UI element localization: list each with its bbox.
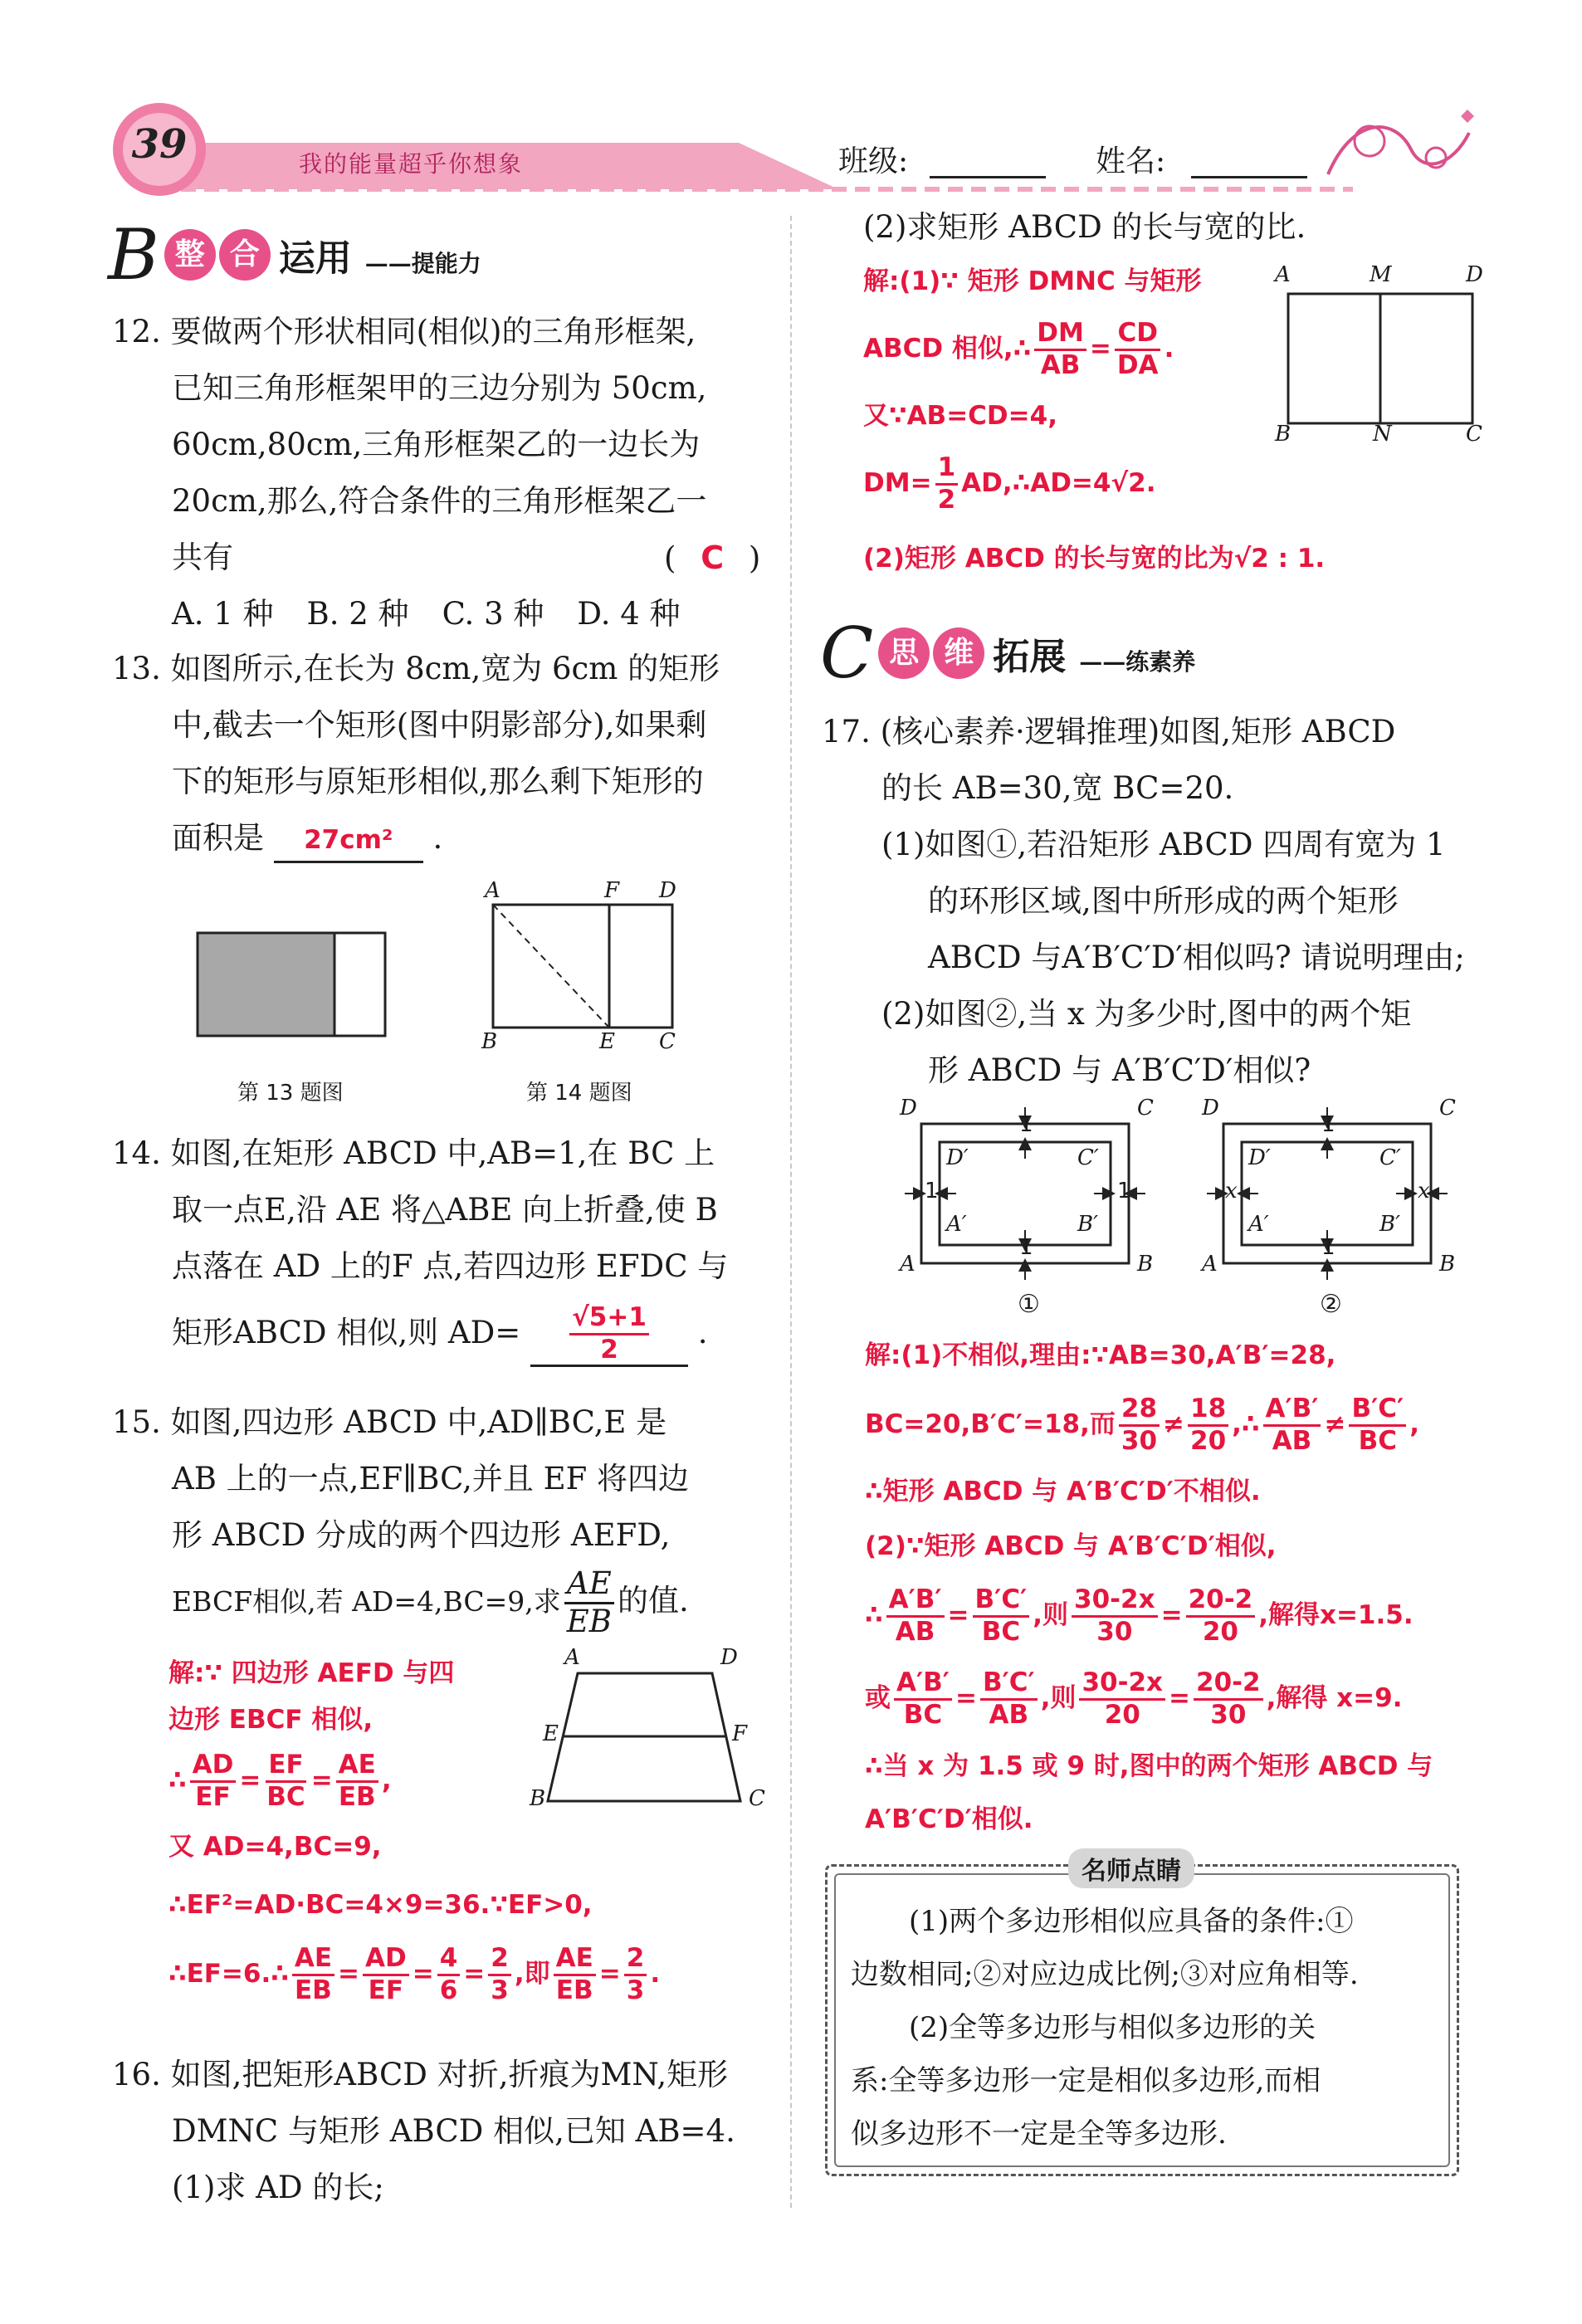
q12-paren-close: )	[748, 540, 761, 576]
page-header	[108, 100, 1519, 199]
q17-sol-line6	[865, 1657, 1545, 1740]
q15-label-d: D	[720, 1645, 738, 1670]
q17-s2-f4d: BC	[1358, 1426, 1398, 1456]
question-13	[112, 641, 776, 867]
q17-s5-f2d: BC	[981, 1617, 1021, 1647]
q15-s6-f6n: 2	[624, 1944, 647, 1976]
q15-last-suffix: 的值.	[617, 1583, 689, 1618]
q14-label-d: D	[659, 878, 676, 903]
q15-s3-post: ,	[381, 1765, 392, 1795]
q13-last-suffix: .	[432, 820, 443, 856]
q17-line: 形 ABCD 与 A′B′C′D′相似?	[928, 1052, 1311, 1088]
section-c-subtitle: ——练素养	[1079, 648, 1196, 676]
q15-s6-f1d: EB	[295, 1975, 332, 2005]
q15-s6-f1n: AE	[292, 1944, 334, 1976]
q14-line: 14. 如图,在矩形 ABCD 中,AB=1,在 BC 上	[112, 1135, 715, 1171]
q17-f2-label-c: C	[1439, 1096, 1456, 1120]
q17-fig2-caption: ②	[1320, 1290, 1342, 1319]
question-15	[112, 1394, 776, 1640]
q17-s5-eq2: =	[1160, 1600, 1183, 1630]
q15-label-a: A	[564, 1645, 580, 1670]
q17-s5-mid: ,则	[1033, 1600, 1069, 1630]
q17-s5-eq1: =	[947, 1600, 969, 1630]
q17-s6-f4d: 30	[1210, 1700, 1247, 1730]
q16-s2-post: .	[1164, 334, 1174, 364]
section-c-title: 拓展	[993, 636, 1067, 678]
q17-sol-line1: 解:(1)不相似,理由:∵AB=30,A′B′=28,	[865, 1340, 1336, 1370]
q17-f2-left-label: x	[1225, 1179, 1238, 1204]
tip-line: (2)全等多边形与相似多边形的关	[909, 2011, 1316, 2044]
q13-answer-blank[interactable]	[274, 818, 423, 863]
q15-line: 形 ABCD 分成的两个四边形 AEFD,	[172, 1517, 671, 1553]
q15-s6-eq4: =	[598, 1959, 621, 1989]
q17-line: (1)如图①,若沿矩形 ABCD 四周有宽为 1	[881, 827, 1446, 862]
q15-last-prefix: EBCF相似,若 AD=4,BC=9,求	[172, 1585, 561, 1618]
q14-label-e: E	[599, 1029, 615, 1054]
tip-line: 似多边形不一定是全等多边形.	[851, 2117, 1227, 2151]
q17-s6-eq1: =	[955, 1683, 977, 1713]
q14-label-f: F	[604, 878, 620, 903]
q15-s3-f3d: EB	[338, 1782, 376, 1812]
q17-s2-f3d: AB	[1272, 1426, 1312, 1456]
q15-s6-f2d: EF	[368, 1975, 404, 2005]
q15-label-b: B	[530, 1786, 546, 1811]
q13-answer: 27cm²	[304, 825, 393, 855]
q12-line: 60cm,80cm,三角形框架乙的一边长为	[172, 427, 701, 462]
q16-s2-eq1: =	[1089, 334, 1111, 364]
q12-answer[interactable]: C	[701, 540, 725, 576]
q15-sol-line6	[168, 1934, 766, 2014]
q17-s2-f1d: 30	[1121, 1426, 1158, 1456]
q17-f2-label-b: B	[1439, 1252, 1456, 1277]
q15-s3-eq1: =	[239, 1765, 261, 1795]
q16-s4-pre: DM=	[863, 468, 932, 498]
q17-s5-post: ,解得x=1.5.	[1258, 1600, 1414, 1630]
q17-f2-top-label: 1	[1321, 1112, 1335, 1137]
section-b-subtitle: ——提能力	[364, 250, 481, 277]
q17-s5-f3n: 30-2x	[1072, 1585, 1158, 1618]
q17-f1-label-d: D	[900, 1096, 917, 1120]
q12-option-b[interactable]: B. 2 种	[306, 596, 409, 632]
q17-f1-label-c: C	[1137, 1096, 1154, 1120]
q16-part2: (2)求矩形 ABCD 的长与宽的比.	[863, 209, 1306, 245]
q15-s6-f5n: AE	[554, 1944, 596, 1976]
tip-line: 边数相同;②对应边成比例;③对应角相等.	[851, 1958, 1359, 1991]
q17-f2-bottom-label: 1	[1321, 1235, 1335, 1260]
q14-caption: 第 14 题图	[526, 1081, 632, 1106]
q15-sol-line3	[168, 1743, 766, 1818]
q13-last-prefix: 面积是	[172, 820, 264, 856]
section-c-heading	[820, 613, 1196, 694]
tip-title: 名师点睛	[1068, 1848, 1194, 1888]
q16-sol-line3: 又∵AB=CD=4,	[863, 401, 1057, 431]
q16-s2-f1n: DM	[1034, 319, 1086, 351]
q16-label-c: C	[1466, 422, 1482, 447]
q16-figure	[1287, 282, 1486, 432]
q15-s6-pre: ∴EF=6.∴	[168, 1959, 289, 1989]
q15-solution	[168, 1650, 766, 2014]
q17-f2-label-b2: B′	[1379, 1212, 1401, 1237]
q17-f2-label-a2: A′	[1248, 1212, 1269, 1237]
q17-s2-neq2: ≠	[1324, 1409, 1346, 1439]
q16-sol-line4	[863, 443, 1278, 523]
q14-last-suffix: .	[697, 1315, 708, 1350]
q16-sol-line2	[863, 309, 1278, 388]
question-12	[112, 304, 776, 642]
section-b-title: 运用	[278, 237, 352, 280]
q15-s3-f1n: AD	[190, 1750, 237, 1783]
q17-s6-eq2: =	[1169, 1683, 1191, 1713]
q17-f1-label-c2: C′	[1077, 1145, 1099, 1170]
q17-s6-f2n: B′C′	[980, 1668, 1038, 1701]
q17-s6-f2d: AB	[989, 1700, 1029, 1730]
q16-line: DMNC 与矩形 ABCD 相似,已知 AB=4.	[172, 2113, 735, 2149]
q13-line: 下的矩形与原矩形相似,那么剩下矩形的	[172, 764, 704, 799]
q17-s5-f2n: B′C′	[973, 1585, 1030, 1618]
q15-s6-f3n: 4	[437, 1944, 461, 1976]
q17-s2-mid: ,∴	[1232, 1409, 1260, 1439]
q16-s4-fd: 2	[937, 485, 956, 515]
q15-s6-f5d: EB	[555, 1975, 593, 2005]
q16-s2-pre: ABCD 相似,∴	[863, 334, 1032, 364]
q17-fig1-caption: ①	[1018, 1290, 1040, 1319]
q14-answer-numerator: √5+1	[569, 1303, 649, 1335]
q17-line: 17. (核心素养·逻辑推理)如图,矩形 ABCD	[822, 714, 1396, 749]
q16-s4-post: AD,∴AD=4√2.	[961, 468, 1156, 498]
q17-s6-pre: 或	[865, 1683, 891, 1713]
tip-content	[851, 1895, 1440, 2160]
q14-label-a: A	[485, 878, 500, 903]
q15-s6-f4n: 2	[488, 1944, 511, 1976]
section-b-letter: B	[108, 214, 159, 295]
q16-sol-line1: 解:(1)∵ 矩形 DMNC 与矩形	[863, 266, 1202, 296]
q15-sol-line4: 又 AD=4,BC=9,	[168, 1832, 382, 1862]
q16-label-m: M	[1370, 262, 1392, 287]
q12-line: 12. 要做两个形状相同(相似)的三角形框架,	[112, 314, 696, 349]
q16-s2-f2d: DA	[1116, 350, 1159, 380]
section-b-heading	[108, 214, 481, 295]
q17-f1-label-b2: B′	[1077, 1212, 1099, 1237]
q13-line: 中,截去一个矩形(图中阴影部分),如果剩	[172, 707, 707, 743]
q17-f2-label-c2: C′	[1379, 1145, 1401, 1170]
q13-figure	[196, 931, 388, 1039]
q17-sol-line2	[865, 1384, 1545, 1464]
q17-line: (2)如图②,当 x 为多少时,图中的两个矩	[881, 996, 1412, 1032]
q17-s2-pre: BC=20,B′C′=18,而	[865, 1409, 1116, 1439]
q17-line: 的长 AB=30,宽 BC=20.	[881, 770, 1234, 806]
q17-s6-f4n: 20-2	[1194, 1668, 1263, 1701]
q15-s6-mid: ,即	[514, 1959, 550, 1989]
section-b-badge-2: 合	[219, 229, 271, 281]
q17-s2-f1n: 28	[1119, 1394, 1160, 1427]
page-number: 39	[131, 121, 188, 168]
q12-line: 已知三角形框架甲的三边分别为 50cm,	[172, 370, 707, 406]
q15-sol-line2: 边形 EBCF 相似,	[168, 1705, 374, 1735]
q17-f1-width-right: 1	[1117, 1179, 1131, 1204]
q15-s3-pre: ∴	[168, 1765, 187, 1795]
q17-f1-label-a2: A′	[946, 1212, 967, 1237]
q17-s6-f1n: A′B′	[894, 1668, 952, 1701]
q17-sol-line5	[865, 1574, 1545, 1657]
q17-s6-post: ,解得 x=9.	[1266, 1683, 1403, 1713]
q16-label-d: D	[1466, 262, 1483, 287]
column-divider	[790, 216, 792, 2208]
section-c-badge-1: 思	[878, 627, 930, 679]
q15-s6-f4d: 3	[491, 1975, 509, 2005]
q15-s3-f2d: BC	[266, 1782, 305, 1812]
q16-s2-f1d: AB	[1040, 350, 1081, 380]
q14-figure	[481, 885, 697, 1051]
name-label: 姓名:	[1096, 144, 1166, 178]
q16-label-n: N	[1373, 422, 1392, 447]
q12-line: 共有	[172, 540, 233, 575]
tip-line: 系:全等多边形一定是相似多边形,而相	[851, 2064, 1321, 2097]
q17-f2-label-a: A	[1202, 1252, 1218, 1277]
q17-s5-f4n: 20-2	[1186, 1585, 1256, 1618]
q15-frac-den: EB	[566, 1604, 612, 1639]
question-17	[822, 704, 1502, 1099]
q13-caption: 第 13 题图	[237, 1081, 344, 1106]
q12-line: 20cm,那么,符合条件的三角形框架乙一	[172, 483, 707, 519]
q17-f1-width-left: 1	[925, 1179, 939, 1204]
q15-s6-eq1: =	[338, 1959, 359, 1989]
q15-label-e: E	[543, 1721, 559, 1746]
q17-s2-f4n: B′C′	[1349, 1394, 1406, 1427]
q17-sol-line8: A′B′C′D′相似.	[865, 1804, 1033, 1834]
q13-remaining-rect	[334, 933, 385, 1036]
q15-s6-eq3: =	[463, 1959, 486, 1989]
q14-label-b: B	[481, 1029, 498, 1054]
q15-label-c: C	[749, 1786, 765, 1811]
q17-s5-f4d: 20	[1202, 1617, 1238, 1647]
q14-line: 点落在 AD 上的F 点,若四边形 EFDC 与	[172, 1248, 729, 1284]
q17-s6-f1d: BC	[903, 1700, 943, 1730]
header-slogan: 我的能量超乎你想象	[299, 150, 524, 178]
q17-s2-f2n: 18	[1188, 1394, 1228, 1427]
q17-s2-f3n: A′B′	[1263, 1394, 1321, 1427]
q17-line: ABCD 与A′B′C′D′相似吗? 请说明理由;	[928, 940, 1465, 975]
q17-sol-line3: ∴矩形 ABCD 与 A′B′C′D′不相似.	[865, 1477, 1261, 1506]
q15-s3-eq2: =	[310, 1765, 333, 1795]
floral-decoration-icon	[1320, 100, 1486, 199]
q15-s6-f6d: 3	[626, 1975, 645, 2005]
q17-s5-pre: ∴	[865, 1600, 883, 1630]
q14-answer-denominator: 2	[600, 1334, 618, 1365]
q17-s6-f3n: 30-2x	[1079, 1668, 1165, 1701]
tip-box	[825, 1857, 1459, 2176]
question-16	[112, 2047, 776, 2216]
q15-frac-num: AE	[564, 1566, 614, 1604]
q12-paren-open: (	[664, 540, 676, 576]
q17-f1-label-a: A	[900, 1252, 916, 1277]
q14-answer	[569, 1303, 649, 1365]
q17-solution	[865, 1326, 1545, 1846]
q16-sol-line5: (2)矩形 ABCD 的长与宽的比为√2 : 1.	[863, 544, 1326, 574]
q17-s2-f2d: 20	[1190, 1426, 1227, 1456]
q17-s5-f1n: A′B′	[886, 1585, 945, 1618]
question-14	[112, 1125, 776, 1371]
q15-label-f: F	[732, 1721, 748, 1746]
q12-option-c[interactable]: C. 3 种	[442, 596, 544, 632]
q16-solution	[863, 254, 1326, 594]
q17-s2-neq: ≠	[1163, 1409, 1185, 1439]
q14-label-c: C	[659, 1029, 676, 1054]
class-blank[interactable]	[930, 176, 1046, 178]
class-label: 班级:	[838, 144, 909, 178]
q16-s4-fn: 1	[935, 453, 959, 486]
q12-option-a[interactable]: A. 1 种	[172, 596, 274, 632]
q17-s2-post: ,	[1409, 1409, 1419, 1439]
q16-line: 16. 如图,把矩形ABCD 对折,折痕为MN,矩形	[112, 2057, 729, 2092]
q15-s6-post: .	[650, 1959, 661, 1989]
section-b-badge-1: 整	[164, 229, 216, 281]
section-c-letter: C	[820, 613, 874, 694]
q17-s5-f3d: 30	[1096, 1617, 1133, 1647]
q15-sol-line5: ∴EF²=AD·BC=4×9=36.∵EF>0,	[168, 1890, 593, 1920]
q15-s3-f2n: EF	[266, 1750, 305, 1783]
q17-f2-label-d2: D′	[1248, 1145, 1271, 1170]
q17-f1-width-bottom: 1	[1019, 1235, 1033, 1260]
q15-s6-eq2: =	[412, 1959, 434, 1989]
q17-line: 的环形区域,图中所形成的两个矩形	[928, 883, 1399, 919]
q14-answer-blank[interactable]	[530, 1303, 688, 1367]
q17-s6-mid: ,则	[1040, 1683, 1077, 1713]
q15-question-fraction	[564, 1566, 614, 1639]
section-c-badge-2: 维	[933, 627, 984, 679]
q14-last-prefix: 矩形ABCD 相似,则 AD=	[172, 1315, 521, 1350]
q17-s5-f1d: AB	[895, 1617, 935, 1647]
q15-s6-f3d: 6	[439, 1975, 458, 2005]
q17-s6-f3d: 20	[1104, 1700, 1140, 1730]
q14-line: 取一点E,沿 AE 将△ABE 向上折叠,使 B	[172, 1192, 718, 1228]
q17-f1-label-d2: D′	[946, 1145, 969, 1170]
q12-option-d[interactable]: D. 4 种	[577, 596, 681, 632]
q15-line: 15. 如图,四边形 ABCD 中,AD∥BC,E 是	[112, 1404, 667, 1440]
q16-label-b: B	[1275, 422, 1291, 447]
q17-sol-line4: (2)∵矩形 ABCD 与 A′B′C′D′相似,	[865, 1531, 1277, 1561]
q17-f1-label-b: B	[1137, 1252, 1154, 1277]
tip-line: (1)两个多边形相似应具备的条件:①	[909, 1905, 1354, 1938]
q15-s6-f2n: AD	[363, 1944, 409, 1976]
q17-sol-line7: ∴当 x 为 1.5 或 9 时,图中的两个矩形 ABCD 与	[865, 1751, 1433, 1781]
q13-line: 13. 如图所示,在长为 8cm,宽为 6cm 的矩形	[112, 651, 720, 686]
name-blank[interactable]	[1191, 176, 1307, 178]
q17-f2-label-d: D	[1202, 1096, 1219, 1120]
q16-label-a: A	[1275, 262, 1291, 287]
q17-f1-width-top: 1	[1019, 1112, 1033, 1137]
q15-line: AB 上的一点,EF∥BC,并且 EF 将四边	[172, 1461, 690, 1496]
q17-f2-right-label: x	[1418, 1179, 1430, 1204]
q15-sol-line1: 解:∵ 四边形 AEFD 与四	[168, 1658, 455, 1688]
q16-line: (1)求 AD 的长;	[172, 2170, 384, 2205]
q15-s3-f3n: AE	[336, 1750, 378, 1783]
q13-shaded-rect	[198, 933, 334, 1036]
q15-s3-f1d: EF	[195, 1782, 231, 1812]
q16-s2-f2n: CD	[1115, 319, 1160, 351]
